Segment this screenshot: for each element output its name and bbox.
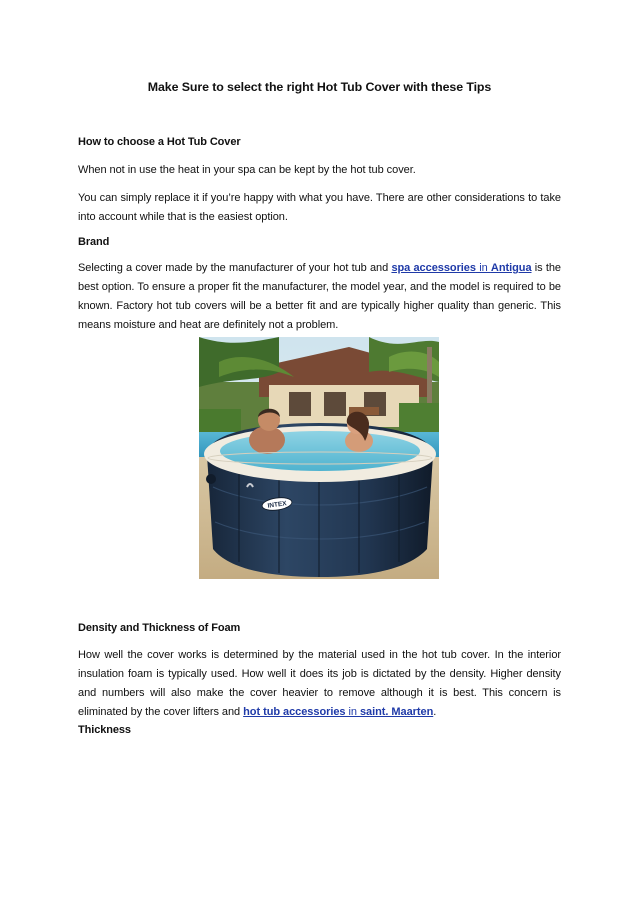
paragraph-replace: You can simply replace it if you’re happy with what you have. There are other considerations to take into account while that is the easiest option. bbox=[78, 192, 561, 223]
link-connector-in[interactable]: in bbox=[475, 262, 491, 274]
section-heading-choose-cover: How to choose a Hot Tub Cover bbox=[78, 136, 241, 148]
spa-accessories-link[interactable]: spa accessories bbox=[391, 262, 476, 274]
antigua-link[interactable]: Antigua bbox=[490, 262, 532, 274]
link-connector-in-2[interactable]: in bbox=[345, 706, 360, 718]
paragraph-brand-text-end: is the best option. To ensure a proper fit the manufacturer, the model year, and the model is required to be known. Factory hot tub covers will be a better fit and are typically higher quality than generic. This means moisture and heat are definitely not a problem. bbox=[78, 262, 561, 331]
paragraph-density bbox=[78, 646, 561, 722]
paragraph-brand bbox=[78, 259, 561, 335]
hot-tub-accessories-link[interactable]: hot tub accessories bbox=[243, 706, 346, 718]
paragraph-brand-text-start: Selecting a cover made by the manufacturer of your hot tub and bbox=[78, 262, 392, 274]
paragraph-density-text-start: How well the cover works is determined by the material used in the hot tub cover. In the interior insulation foam is typically used. How well it does its job is dictated by the density. Higher density and numbers will also make the cover heavier to remove although it is best. This concern is eliminated by the cover lifters and bbox=[78, 649, 561, 718]
paragraph-density-text-end: . bbox=[433, 706, 437, 718]
hot-tub-photo bbox=[199, 337, 439, 579]
intex-logo-text: INTEX bbox=[267, 500, 288, 510]
saint-maarten-link[interactable]: saint. Maarten bbox=[359, 706, 434, 718]
section-heading-thickness: Thickness bbox=[78, 724, 131, 736]
paragraph-heat: When not in use the heat in your spa can be kept by the hot tub cover. bbox=[78, 164, 416, 176]
section-heading-density: Density and Thickness of Foam bbox=[78, 622, 241, 634]
section-heading-brand: Brand bbox=[78, 236, 110, 248]
document-title: Make Sure to select the right Hot Tub Cover with these Tips bbox=[147, 80, 492, 94]
